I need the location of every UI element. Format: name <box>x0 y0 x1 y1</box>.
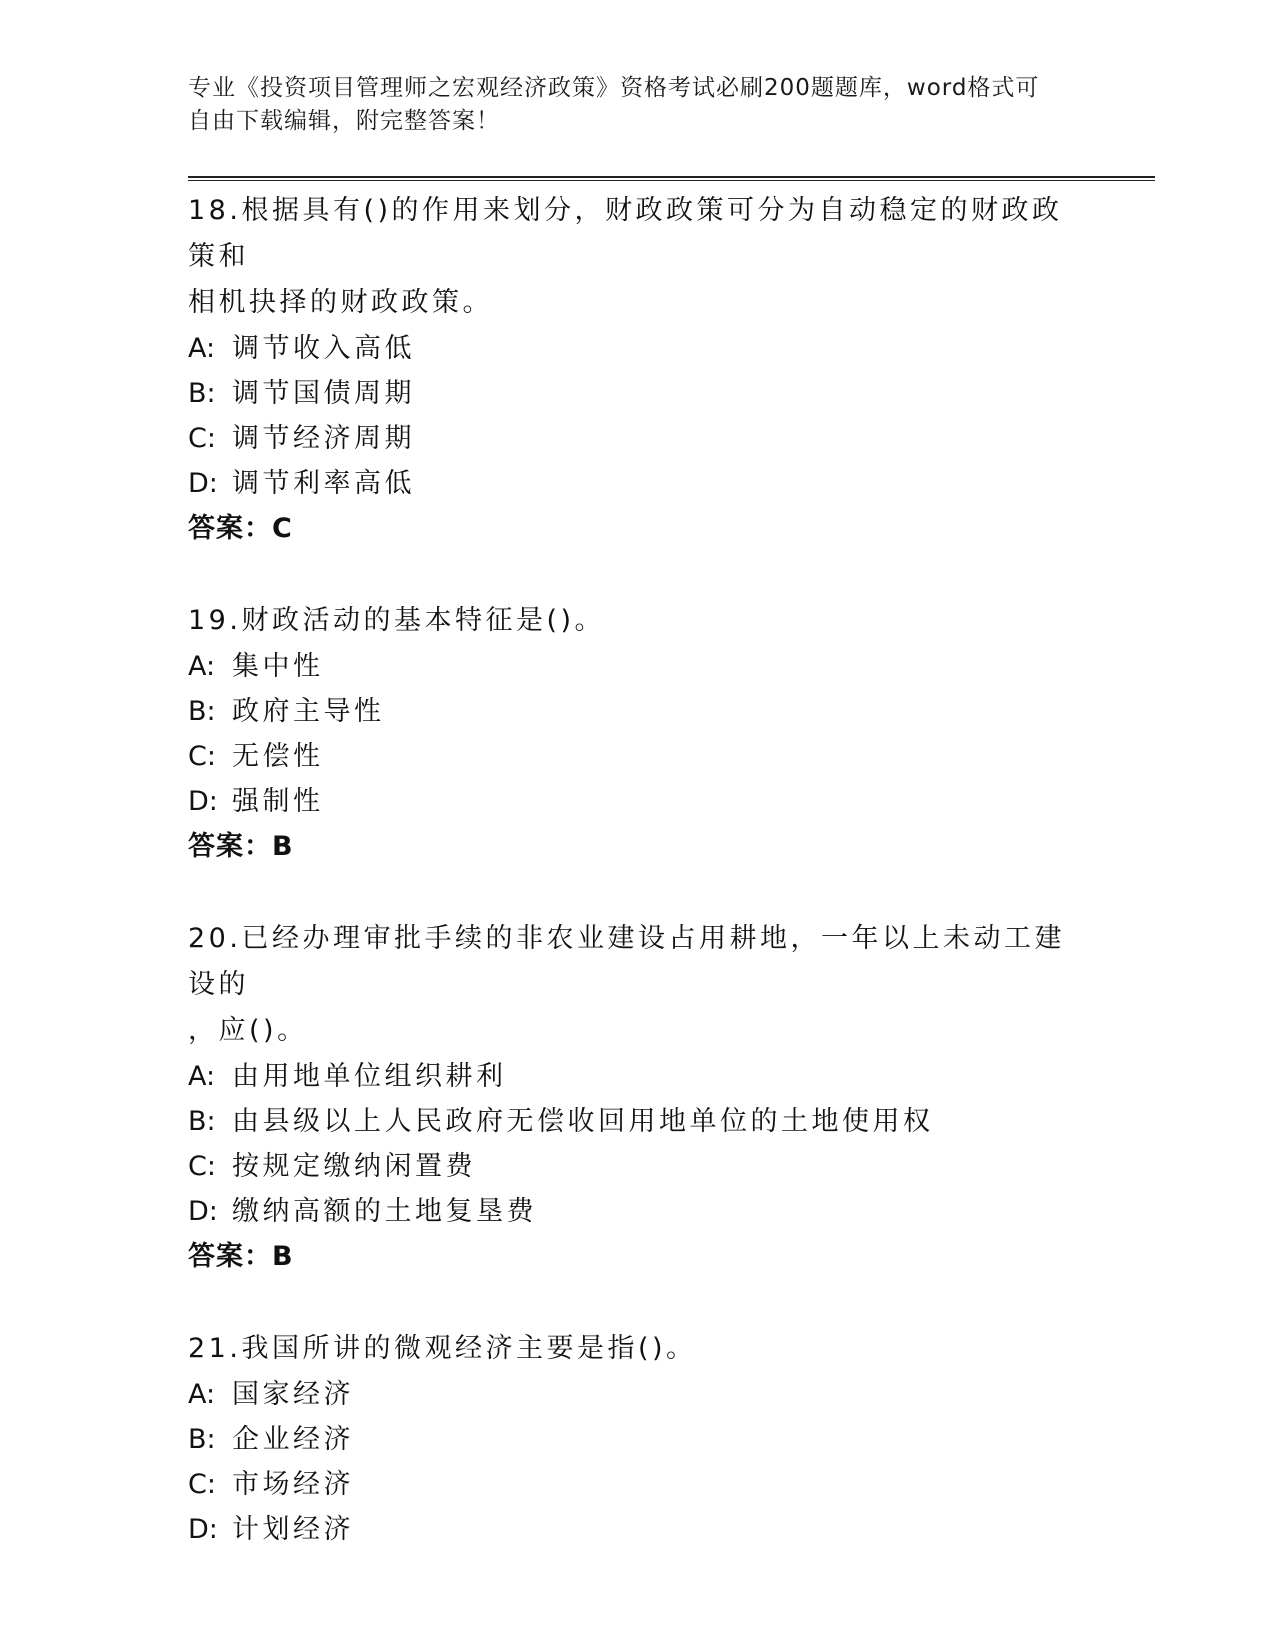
question-text-line: 相机抉择的财政政策。 <box>188 287 493 318</box>
option-letter: A: <box>188 1379 216 1410</box>
option-d <box>188 461 1088 506</box>
option-a <box>188 326 1088 371</box>
option-text: 调节利率高低 <box>232 468 415 499</box>
option-letter: C: <box>188 423 216 454</box>
question-21 <box>188 1326 1088 1552</box>
question-text-line: 18.根据具有()的作用来划分，财政政策可分为自动稳定的财政政策和 <box>188 195 1063 272</box>
option-text: 政府主导性 <box>232 696 385 727</box>
question-20 <box>188 916 1088 1279</box>
document-header <box>188 72 1088 138</box>
option-text: 缴纳高额的土地复垦费 <box>232 1196 537 1227</box>
option-text: 按规定缴纳闲置费 <box>232 1151 476 1182</box>
question-text-line: 19.财政活动的基本特征是()。 <box>188 605 606 636</box>
option-b <box>188 689 1088 734</box>
option-letter: A: <box>188 651 216 682</box>
option-b <box>188 1417 1088 1462</box>
option-c <box>188 734 1088 779</box>
answer: 答案：C <box>188 513 293 544</box>
option-letter: A: <box>188 333 216 364</box>
option-letter: C: <box>188 741 216 772</box>
option-letter: B: <box>188 378 216 409</box>
option-a <box>188 1054 1088 1099</box>
question-text-line: 20.已经办理审批手续的非农业建设占用耕地，一年以上未动工建设的 <box>188 923 1065 1000</box>
option-letter: B: <box>188 1106 216 1137</box>
question-text-line: ，应()。 <box>188 1015 308 1046</box>
option-a <box>188 1372 1088 1417</box>
option-text: 企业经济 <box>232 1424 354 1455</box>
option-text: 市场经济 <box>232 1469 354 1500</box>
question-text-line: 21.我国所讲的微观经济主要是指()。 <box>188 1333 697 1364</box>
option-letter: C: <box>188 1469 216 1500</box>
option-c <box>188 1462 1088 1507</box>
option-letter: C: <box>188 1151 216 1182</box>
option-text: 强制性 <box>232 786 324 817</box>
option-a <box>188 644 1088 689</box>
option-letter: B: <box>188 696 216 727</box>
option-d <box>188 779 1088 824</box>
option-b <box>188 1099 1088 1144</box>
header-line-2: 自由下载编辑，附完整答案！ <box>188 108 500 134</box>
question-list <box>188 188 1088 1599</box>
option-text: 调节国债周期 <box>232 378 415 409</box>
option-text: 计划经济 <box>232 1514 354 1545</box>
header-divider <box>188 176 1155 181</box>
option-letter: D: <box>188 468 218 499</box>
option-text: 调节收入高低 <box>232 333 415 364</box>
option-c <box>188 416 1088 461</box>
option-text: 集中性 <box>232 651 324 682</box>
answer: 答案：B <box>188 1241 294 1272</box>
option-letter: A: <box>188 1061 216 1092</box>
option-d <box>188 1507 1088 1552</box>
answer: 答案：B <box>188 831 294 862</box>
option-d <box>188 1189 1088 1234</box>
option-text: 国家经济 <box>232 1379 354 1410</box>
option-letter: B: <box>188 1424 216 1455</box>
option-text: 由县级以上人民政府无偿收回用地单位的土地使用权 <box>232 1106 934 1137</box>
question-19 <box>188 598 1088 869</box>
option-text: 调节经济周期 <box>232 423 415 454</box>
option-letter: D: <box>188 786 218 817</box>
question-18 <box>188 188 1088 551</box>
option-text: 无偿性 <box>232 741 324 772</box>
option-letter: D: <box>188 1196 218 1227</box>
option-b <box>188 371 1088 416</box>
header-line-1: 专业《投资项目管理师之宏观经济政策》资格考试必刷200题题库，word格式可 <box>188 75 1040 101</box>
option-text: 由用地单位组织耕利 <box>232 1061 507 1092</box>
option-letter: D: <box>188 1514 218 1545</box>
option-c <box>188 1144 1088 1189</box>
